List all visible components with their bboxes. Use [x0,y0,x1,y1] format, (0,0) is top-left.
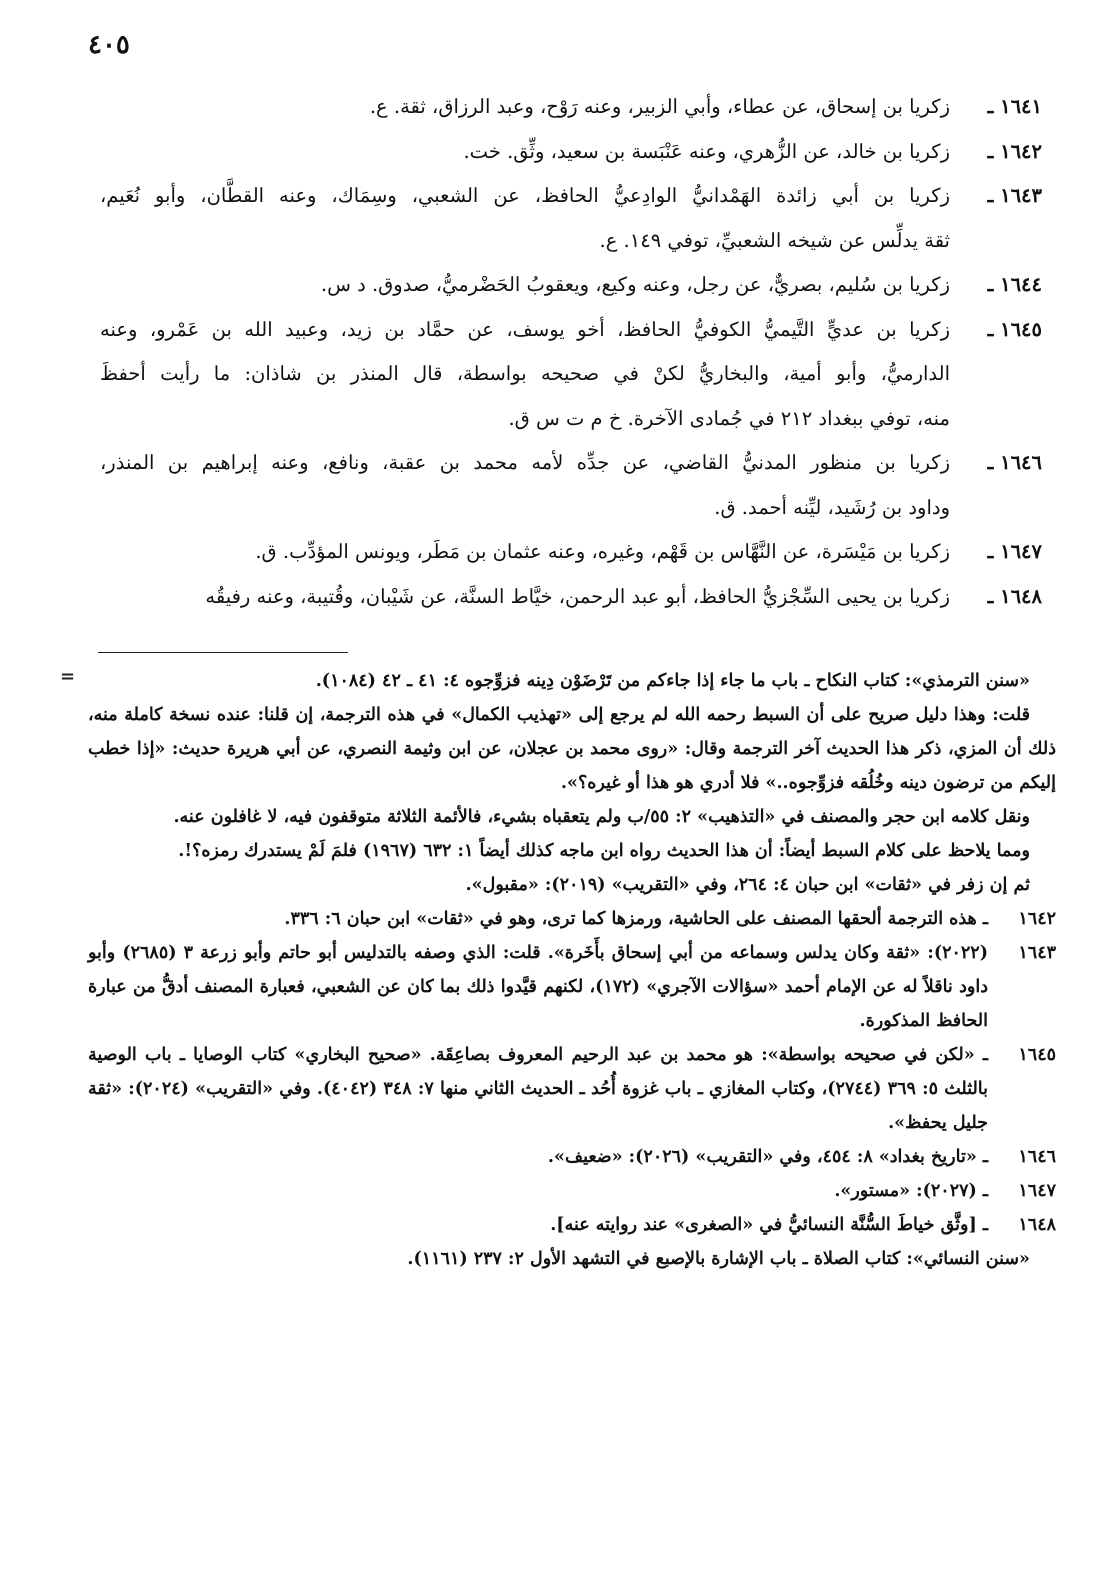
entry-6 [100,530,1042,575]
separator-line [98,652,348,653]
entry-line: منه، توفي ببغداد ٢١٢ في جُمادى الآخرة. خ م ت س ق. [508,406,950,430]
entry-line: ثقة يدلِّس عن شيخه الشعبيِّ، توفي ١٤٩. ع. [599,228,950,252]
page-number: ٤٠٥ [88,30,130,60]
footnote-numbered [88,902,1056,936]
entry-3 [100,263,1042,308]
footnote-numbered [88,936,1056,1038]
footnote-paragraph: ومما يلاحظ على كلام السبط أيضاً: أن هذا الحديث رواه ابن ماجه كذلك أيضاً ١: ٦٣٢ (١٩٦٧) فلمَ لَمْ يستدرك رمزه؟!. [178,841,1030,861]
entry-number: ١٦٤٢ ـ [987,139,1042,163]
entry-0 [100,85,1042,130]
footnote-text: (٢٠٢٢): «ثقة وكان يدلس وسماعه من أبي إسحاق بأَخَرة». قلت: الذي وصفه بالتدليس أبو حاتم وأبو زرعة ٣ (٢٦٨٥) وأبو داود ناقلاً له عن الإمام أحمد «سؤالات الآجري» (١٧٢)، لكنهم قيَّدوا ذلك بما كان عن الشعبي، فعبارة المصنف أدقُّ من عبارة الحافظ المذكورة. [88,943,989,1031]
continuation-marker: = [60,666,76,687]
entry-5 [100,441,1042,530]
entry-number: ١٦٤٥ ـ [987,317,1042,341]
entry-1 [100,130,1042,175]
entry-number: ١٦٤٧ ـ [987,540,1042,563]
entry-line: زكريا بن إسحاق، عن عطاء، وأبي الزبير، وعنه رَوْح، وعبد الرزاق، ثقة. ع. [369,95,950,118]
footnote-numbered [88,1208,1056,1242]
footnote-paragraph: ثم إن زفر في «ثقات» ابن حبان ٤: ٢٦٤، وفي «التقريب» (٢٠١٩): «مقبول». [465,875,1030,895]
footnote-number: ١٦٤٦ [1018,1147,1056,1167]
entry-line: زكريا بن منظور المدنيُّ القاضي، عن جدِّه لأمه محمد بن عقبة، ونافع، وعنه إبراهيم بن المنذر، [100,451,950,474]
entry-line: زكريا بن أبي زائدة الهَمْدانيُّ الوادِعيُّ الحافظ، عن الشعبي، وسِمَاك، وعنه القطَّان، وأبو نُعَيم، [100,184,950,207]
footnote-numbered [88,1174,1056,1208]
entry-line: الدارميُّ، وأبو أمية، والبخاريُّ لكنْ في صحيحه بواسطة، قال المنذر بن شاذان: ما رأيت أحفظَ [100,362,950,385]
entry-line: زكريا بن خالد، عن الزُّهري، وعنه عَنْبَسة بن سعيد، وثِّق. خت. [463,139,950,163]
entry-7 [100,575,1042,620]
footnote-number: ١٦٤٣ [1018,943,1056,963]
footnote-paragraph: قلت: وهذا دليل صريح على أن السبط رحمه الله لم يرجع إلى «تهذيب الكمال» في هذه الترجمة، إن قلنا: عنده نسخة كاملة منه، ذلك أن المزي، ذكر هذا الحديث آخر الترجمة وقال: «روى محمد بن عجلان، عن ابن وثيمة النصري، عن أبي هريرة حديث: «إذا خطب إليكم من ترضون دينه وخُلُقه فزوِّجوه..» فلا أدري هو هذا أو غيره؟». [88,705,1056,793]
entry-number: ١٦٤٨ ـ [987,584,1042,608]
entry-line: وداود بن رُشَيد، ليِّنه أحمد. ق. [714,495,950,519]
footnotes [88,664,1056,1276]
footnote-numbered [88,1140,1056,1174]
footnote-number: ١٦٤٢ [1018,909,1056,929]
entry-number: ١٦٤١ ـ [987,95,1042,118]
entry-number: ١٦٤٤ ـ [987,273,1042,296]
entry-line: زكريا بن مَيْسَرة، عن النَّهَّاس بن قَهْم، وغيره، وعنه عثمان بن مَطَر، ويونس المؤدِّب. ق. [255,540,950,563]
entry-number: ١٦٤٦ ـ [987,451,1042,474]
entry-line: زكريا بن عديٍّ التَّيميُّ الكوفيُّ الحافظ، أخو يوسف، عن حمَّاد بن زيد، وعبيد الله بن عَمْرو، وعنه [100,317,950,341]
biography-entries [100,85,1042,619]
footnote-paragraph: «سنن الترمذي»: كتاب النكاح ـ باب ما جاء إذا جاءكم من تَرْضَوْن دِينه فزوِّجوه ٤: ٤١ ـ ٤٢ (١٠٨٤). [315,671,1030,691]
footnote-text: ـ «لكن في صحيحه بواسطة»: هو محمد بن عبد الرحيم المعروف بصاعِقَة. «صحيح البخاري» كتاب الوصايا ـ باب الوصية بالثلث ٥: ٣٦٩ (٢٧٤٤)، وكتاب المغازي ـ باب غزوة أُحُد ـ الحديث الثاني منها ٧: ٣٤٨ (٤٠٤٢). وفي «التقريب» (٢٠٢٤): «ثقة جليل يحفظ». [88,1045,989,1133]
footnote-paragraph: ونقل كلامه ابن حجر والمصنف في «التذهيب» ٢: ٥٥/ب ولم يتعقباه بشيء، فالأئمة الثلاثة متوقفون فيه، لا غافلون عنه. [173,807,1030,827]
footnote-number: ١٦٤٧ [1018,1181,1056,1201]
footnote-text: ـ هذه الترجمة ألحقها المصنف على الحاشية، ورمزها كما ترى، وهو في «ثقات» ابن حبان ٦: ٣٣٦. [284,909,988,929]
entry-2 [100,174,1042,263]
entry-line: زكريا بن يحيى السِّجْزيُّ الحافظ، أبو عبد الرحمن، خيَّاط السنَّة، عن شَيْبان، وقُتيبة، وعنه رفيقُه [205,584,950,608]
footnote-number: ١٦٤٥ [1018,1045,1056,1065]
entry-number: ١٦٤٣ ـ [987,184,1042,207]
footnote-text: ـ «تاريخ بغداد» ٨: ٤٥٤، وفي «التقريب» (٢٠٢٦): «ضعيف». [547,1147,988,1167]
footnote-paragraph: «سنن النسائي»: كتاب الصلاة ـ باب الإشارة بالإصبع في التشهد الأول ٢: ٢٣٧ (١١٦١). [407,1249,1030,1269]
entry-4 [100,308,1042,442]
entry-line: زكريا بن سُليم، بصريٌّ، عن رجل، وعنه وكيع، ويعقوبُ الحَضْرميُّ، صدوق. د س. [320,273,950,296]
footnote-text: ـ (٢٠٢٧): «مستور». [834,1181,988,1201]
footnote-numbered [88,1038,1056,1140]
footnote-text: ـ [وثَّق خياطَ السُّنَّة النسائيُّ في «الصغرى» عند روايته عنه]. [550,1215,988,1235]
footnote-number: ١٦٤٨ [1018,1215,1056,1235]
